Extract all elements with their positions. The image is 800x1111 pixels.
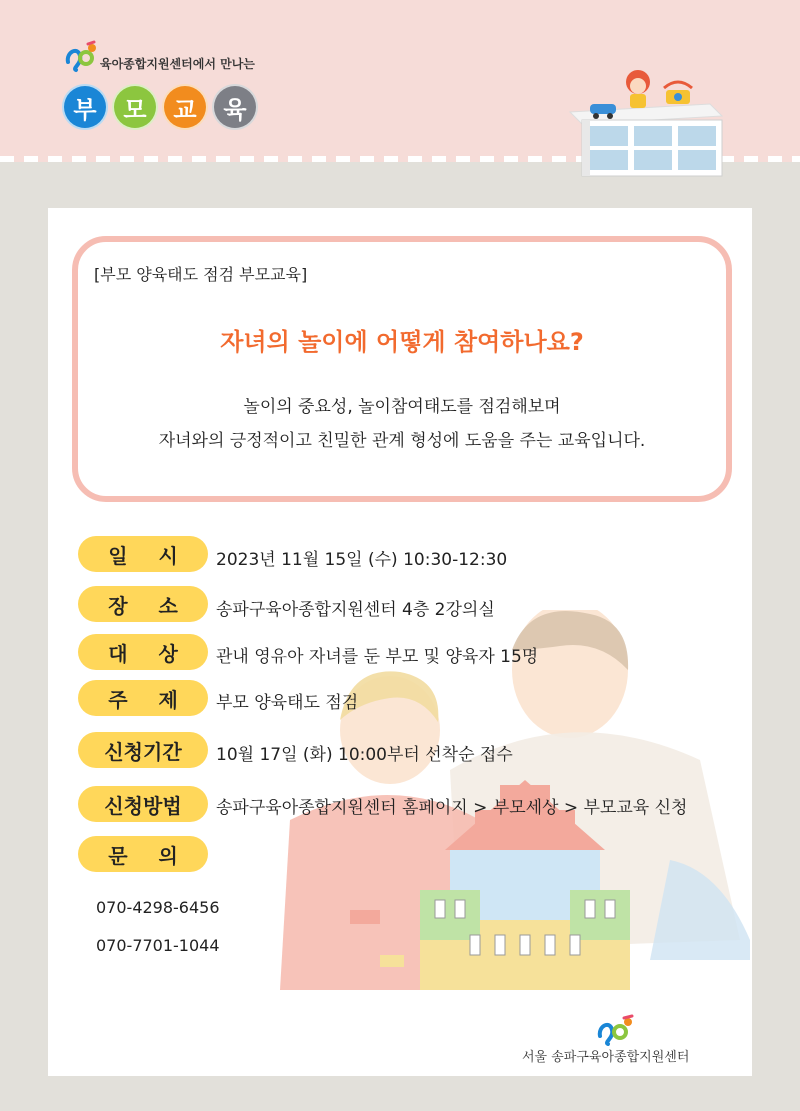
label-audience: 대 상 (78, 634, 208, 670)
label-topic: 주 제 (78, 680, 208, 716)
label-inquiry: 문 의 (78, 836, 208, 872)
program-title (62, 84, 258, 130)
footer-org-name: 서울 송파구육아종합지원센터 (522, 1050, 690, 1065)
label-location: 장 소 (78, 586, 208, 622)
contact-phone-1: 070-4298-6456 (96, 898, 220, 917)
org-subtitle: 육아종합지원센터에서 만나는 (100, 57, 255, 71)
title-char-1: 부 (62, 84, 108, 130)
headline: 자녀의 놀이에 어떻게 참여하나요? (220, 328, 584, 356)
value-topic: 부모 양육태도 점검 (216, 693, 359, 713)
toy-shelf-illustration (560, 60, 730, 180)
title-char-3: 교 (162, 84, 208, 130)
title-char-2: 모 (112, 84, 158, 130)
value-date: 2023년 11월 15일 (수) 10:30-12:30 (216, 550, 508, 570)
contact-phone-2: 070-7701-1044 (96, 936, 220, 955)
description-line-2: 자녀와의 긍정적이고 친밀한 관계 형성에 도움을 주는 교육입니다. (158, 431, 646, 451)
title-char-4: 육 (212, 84, 258, 130)
org-logo-icon (64, 40, 98, 74)
description-line-1: 놀이의 중요성, 놀이참여태도를 점검해보며 (243, 397, 561, 417)
value-audience: 관내 영유아 자녀를 둔 부모 및 양육자 15명 (216, 647, 539, 667)
value-application-period: 10월 17일 (화) 10:00부터 선착순 접수 (216, 745, 513, 765)
program-tagline: [부모 양육태도 점검 부모교육] (94, 265, 308, 284)
footer-logo-icon (594, 1014, 638, 1046)
value-application-method: 송파구육아종합지원센터 홈페이지 > 부모세상 > 부모교육 신청 (216, 798, 688, 818)
label-date: 일 시 (78, 536, 208, 572)
value-location: 송파구육아종합지원센터 4층 2강의실 (216, 600, 495, 620)
label-application-method: 신청방법 (78, 786, 208, 822)
label-application-period: 신청기간 (78, 732, 208, 768)
